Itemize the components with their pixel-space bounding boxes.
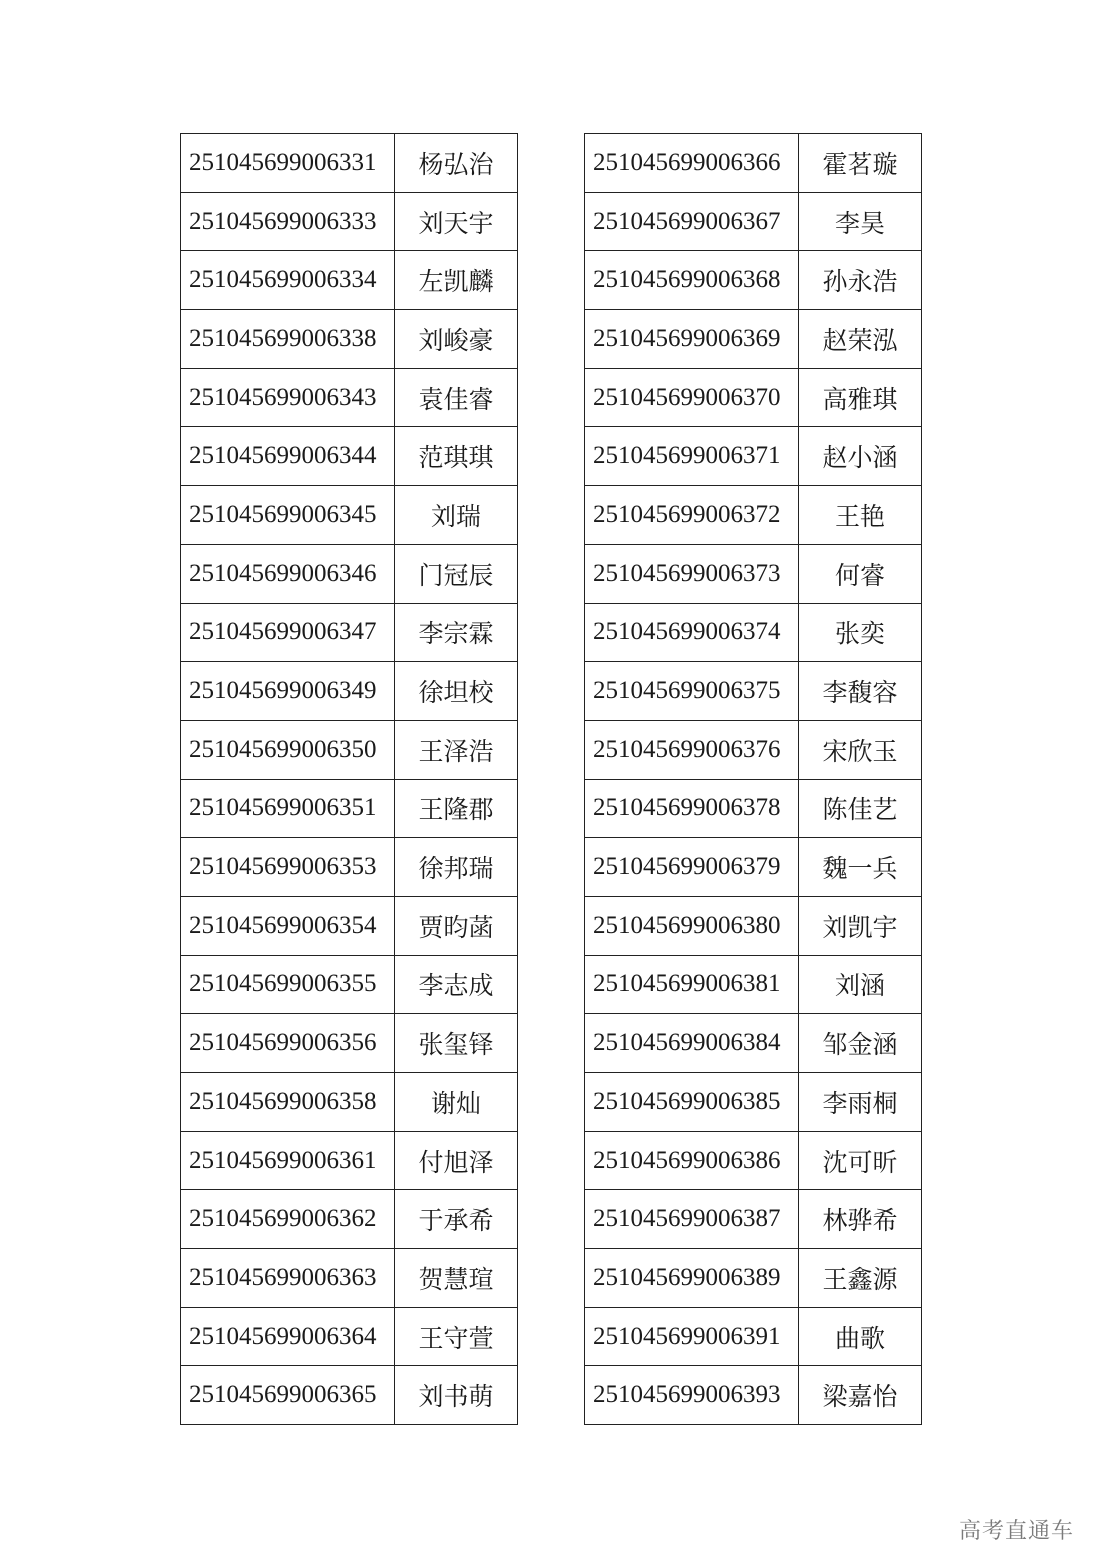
candidate-id: 251045699006365 bbox=[181, 1366, 395, 1425]
candidate-name: 徐坦校 bbox=[395, 662, 518, 721]
candidate-id: 251045699006362 bbox=[181, 1190, 395, 1249]
candidate-id: 251045699006378 bbox=[585, 779, 799, 838]
candidate-name: 张奕 bbox=[799, 603, 922, 662]
table-row bbox=[181, 1366, 518, 1425]
candidate-name: 刘峻豪 bbox=[395, 310, 518, 369]
table-row bbox=[585, 544, 922, 603]
table-row bbox=[181, 1073, 518, 1132]
candidate-name: 陈佳艺 bbox=[799, 779, 922, 838]
table-row bbox=[585, 310, 922, 369]
table-row bbox=[585, 720, 922, 779]
candidate-id: 251045699006350 bbox=[181, 720, 395, 779]
candidate-name: 于承希 bbox=[395, 1190, 518, 1249]
candidate-name: 刘天宇 bbox=[395, 192, 518, 251]
candidate-id: 251045699006380 bbox=[585, 896, 799, 955]
candidate-id: 251045699006386 bbox=[585, 1131, 799, 1190]
candidate-id: 251045699006343 bbox=[181, 368, 395, 427]
candidate-name: 范琪琪 bbox=[395, 427, 518, 486]
candidate-name: 宋欣玉 bbox=[799, 720, 922, 779]
table-row bbox=[181, 368, 518, 427]
table-row bbox=[585, 662, 922, 721]
candidate-id: 251045699006387 bbox=[585, 1190, 799, 1249]
candidate-name: 李志成 bbox=[395, 955, 518, 1014]
candidate-id: 251045699006385 bbox=[585, 1073, 799, 1132]
table-row bbox=[181, 1307, 518, 1366]
candidate-name: 刘凯宇 bbox=[799, 896, 922, 955]
candidate-name: 左凯麟 bbox=[395, 251, 518, 310]
candidate-name: 张玺铎 bbox=[395, 1014, 518, 1073]
table-row bbox=[585, 896, 922, 955]
table-row bbox=[585, 1131, 922, 1190]
table-row bbox=[585, 779, 922, 838]
candidate-id: 251045699006371 bbox=[585, 427, 799, 486]
table-row bbox=[585, 1014, 922, 1073]
candidate-id: 251045699006344 bbox=[181, 427, 395, 486]
table-row bbox=[181, 134, 518, 193]
candidate-id: 251045699006349 bbox=[181, 662, 395, 721]
candidate-id: 251045699006334 bbox=[181, 251, 395, 310]
table-row bbox=[181, 603, 518, 662]
candidate-id: 251045699006347 bbox=[181, 603, 395, 662]
candidate-name: 刘涵 bbox=[799, 955, 922, 1014]
candidate-name: 贾昀菡 bbox=[395, 896, 518, 955]
candidate-name: 李雨桐 bbox=[799, 1073, 922, 1132]
table-row bbox=[585, 134, 922, 193]
table-row bbox=[585, 1366, 922, 1425]
table-row bbox=[585, 1307, 922, 1366]
table-row bbox=[181, 720, 518, 779]
candidate-id: 251045699006367 bbox=[585, 192, 799, 251]
candidate-id: 251045699006331 bbox=[181, 134, 395, 193]
candidate-id: 251045699006393 bbox=[585, 1366, 799, 1425]
candidate-id: 251045699006373 bbox=[585, 544, 799, 603]
candidate-id: 251045699006384 bbox=[585, 1014, 799, 1073]
candidate-name: 刘瑞 bbox=[395, 486, 518, 545]
candidate-name: 魏一兵 bbox=[799, 838, 922, 897]
candidate-name: 门冠辰 bbox=[395, 544, 518, 603]
candidate-id: 251045699006369 bbox=[585, 310, 799, 369]
table-row bbox=[181, 486, 518, 545]
roster-table-right-body bbox=[585, 134, 922, 1425]
candidate-name: 王鑫源 bbox=[799, 1249, 922, 1308]
candidate-id: 251045699006361 bbox=[181, 1131, 395, 1190]
candidate-name: 林骅希 bbox=[799, 1190, 922, 1249]
candidate-name: 梁嘉怡 bbox=[799, 1366, 922, 1425]
candidate-name: 曲歌 bbox=[799, 1307, 922, 1366]
table-row bbox=[181, 251, 518, 310]
candidate-id: 251045699006375 bbox=[585, 662, 799, 721]
candidate-id: 251045699006338 bbox=[181, 310, 395, 369]
candidate-id: 251045699006368 bbox=[585, 251, 799, 310]
watermark: 高考直通车 bbox=[958, 1519, 1074, 1544]
candidate-id: 251045699006355 bbox=[181, 955, 395, 1014]
candidate-name: 谢灿 bbox=[395, 1073, 518, 1132]
table-row bbox=[585, 1190, 922, 1249]
candidate-id: 251045699006351 bbox=[181, 779, 395, 838]
candidate-id: 251045699006358 bbox=[181, 1073, 395, 1132]
candidate-id: 251045699006346 bbox=[181, 544, 395, 603]
candidate-name: 何睿 bbox=[799, 544, 922, 603]
candidate-id: 251045699006381 bbox=[585, 955, 799, 1014]
candidate-name: 王艳 bbox=[799, 486, 922, 545]
candidate-name: 王守萱 bbox=[395, 1307, 518, 1366]
table-row bbox=[585, 1249, 922, 1308]
table-row bbox=[181, 427, 518, 486]
candidate-name: 王泽浩 bbox=[395, 720, 518, 779]
roster-table-left-body bbox=[181, 134, 518, 1425]
table-row bbox=[181, 955, 518, 1014]
candidate-name: 高雅琪 bbox=[799, 368, 922, 427]
candidate-id: 251045699006370 bbox=[585, 368, 799, 427]
candidate-id: 251045699006372 bbox=[585, 486, 799, 545]
candidate-id: 251045699006376 bbox=[585, 720, 799, 779]
table-row bbox=[181, 779, 518, 838]
candidate-name: 贺慧瑄 bbox=[395, 1249, 518, 1308]
candidate-id: 251045699006379 bbox=[585, 838, 799, 897]
table-row bbox=[181, 662, 518, 721]
candidate-id: 251045699006345 bbox=[181, 486, 395, 545]
candidate-id: 251045699006374 bbox=[585, 603, 799, 662]
candidate-name: 李昊 bbox=[799, 192, 922, 251]
candidate-id: 251045699006366 bbox=[585, 134, 799, 193]
candidate-id: 251045699006391 bbox=[585, 1307, 799, 1366]
candidate-id: 251045699006364 bbox=[181, 1307, 395, 1366]
table-row bbox=[585, 368, 922, 427]
candidate-id: 251045699006356 bbox=[181, 1014, 395, 1073]
candidate-name: 李馥容 bbox=[799, 662, 922, 721]
candidate-name: 付旭泽 bbox=[395, 1131, 518, 1190]
candidate-name: 赵小涵 bbox=[799, 427, 922, 486]
candidate-name: 杨弘治 bbox=[395, 134, 518, 193]
candidate-id: 251045699006353 bbox=[181, 838, 395, 897]
table-row bbox=[585, 1073, 922, 1132]
table-row bbox=[585, 192, 922, 251]
table-row bbox=[181, 1014, 518, 1073]
table-row bbox=[181, 310, 518, 369]
table-row bbox=[181, 192, 518, 251]
candidate-name: 邹金涵 bbox=[799, 1014, 922, 1073]
candidate-name: 徐邦瑞 bbox=[395, 838, 518, 897]
table-row bbox=[585, 427, 922, 486]
table-row bbox=[585, 838, 922, 897]
table-row bbox=[585, 955, 922, 1014]
table-row bbox=[181, 1190, 518, 1249]
table-row bbox=[585, 486, 922, 545]
table-row bbox=[181, 1131, 518, 1190]
table-row bbox=[181, 544, 518, 603]
table-row bbox=[585, 251, 922, 310]
table-row bbox=[181, 896, 518, 955]
candidate-name: 霍茗璇 bbox=[799, 134, 922, 193]
candidate-name: 刘书萌 bbox=[395, 1366, 518, 1425]
candidate-name: 赵荣泓 bbox=[799, 310, 922, 369]
table-row bbox=[585, 603, 922, 662]
candidate-id: 251045699006363 bbox=[181, 1249, 395, 1308]
table-row bbox=[181, 838, 518, 897]
candidate-id: 251045699006389 bbox=[585, 1249, 799, 1308]
candidate-name: 孙永浩 bbox=[799, 251, 922, 310]
candidate-id: 251045699006354 bbox=[181, 896, 395, 955]
candidate-name: 袁佳睿 bbox=[395, 368, 518, 427]
candidate-name: 沈可昕 bbox=[799, 1131, 922, 1190]
table-row bbox=[181, 1249, 518, 1308]
roster-table-left bbox=[180, 133, 518, 1425]
candidate-name: 李宗霖 bbox=[395, 603, 518, 662]
candidate-name: 王隆郡 bbox=[395, 779, 518, 838]
candidate-id: 251045699006333 bbox=[181, 192, 395, 251]
roster-table-right bbox=[584, 133, 922, 1425]
